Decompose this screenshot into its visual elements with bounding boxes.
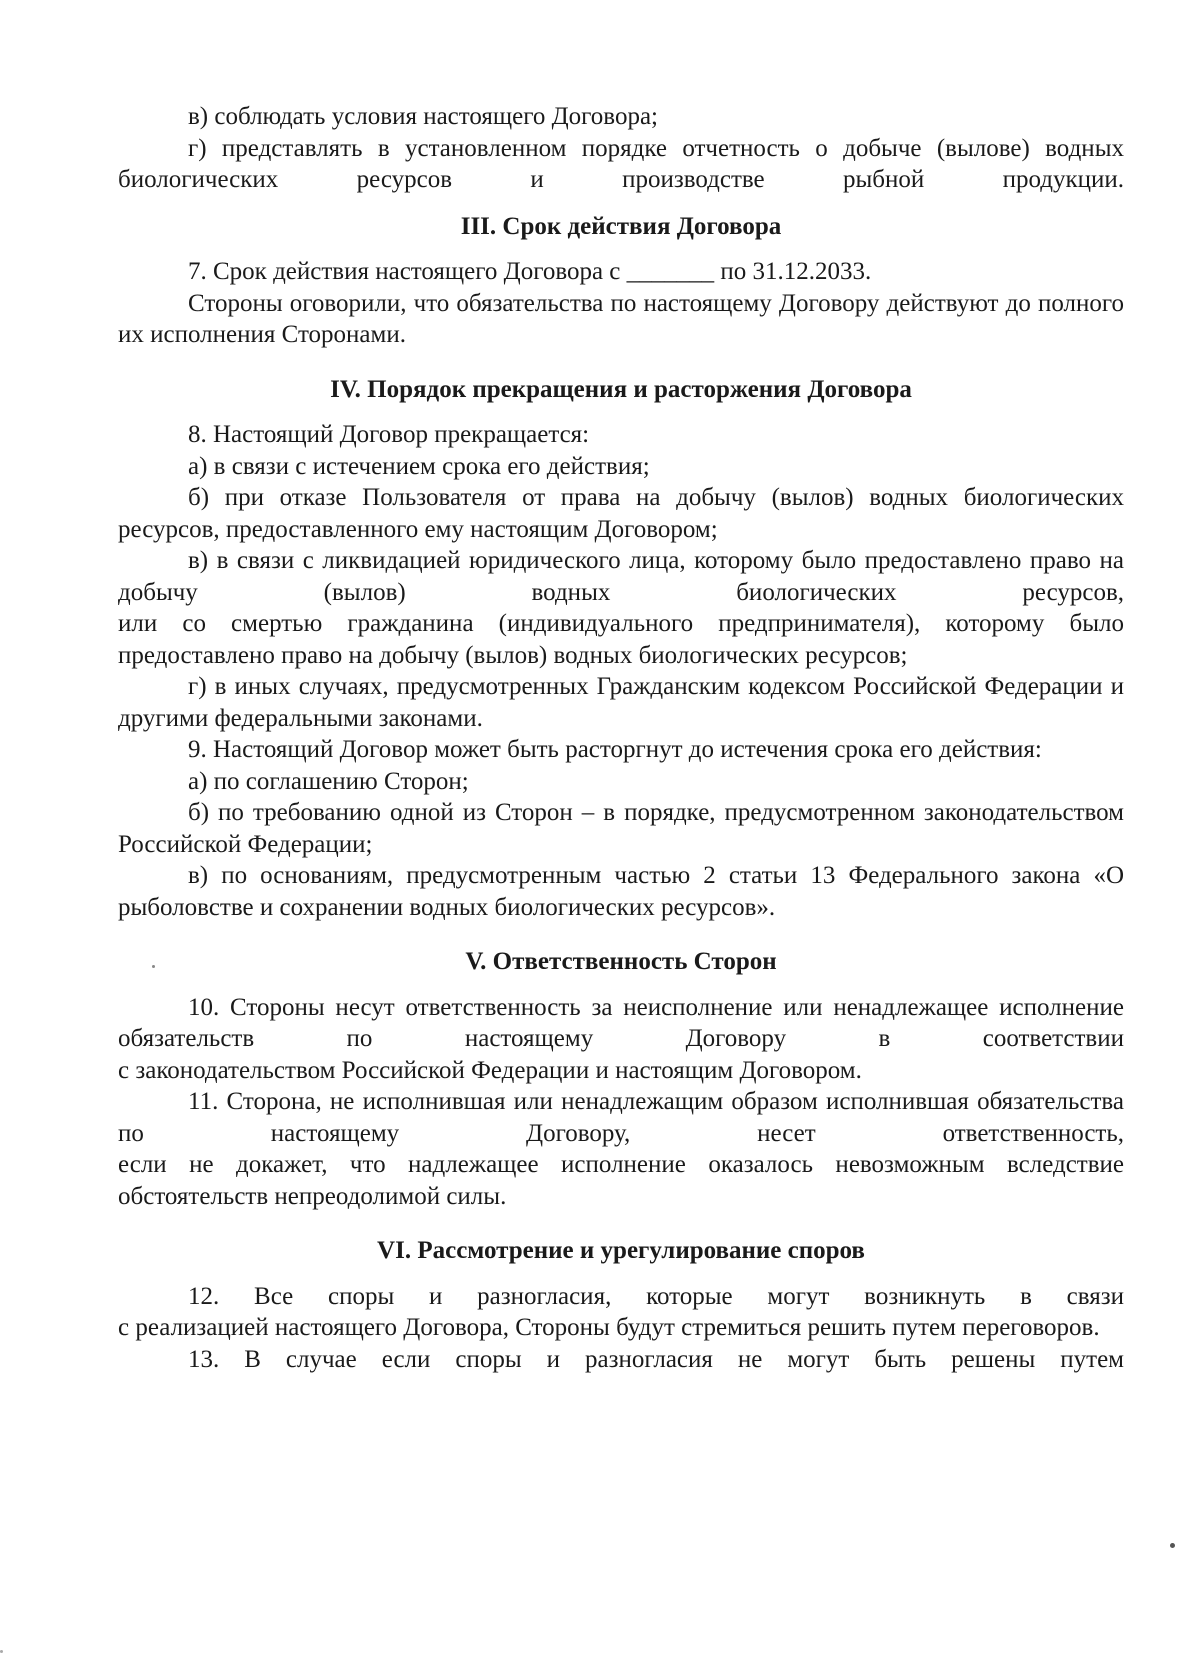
paragraph-clause-11-part2: если не докажет, что надлежащее исполнение оказалось невозможным вследствие обстоятельств непреодолимой силы. [118,1151,1124,1210]
paragraph-clause-10-part1: 10. Стороны несут ответственность за неисполнение или ненадлежащее исполнение обязательств по настоящему Договору в соответствии [118,993,1124,1052]
paragraph-clause-9: 9. Настоящий Договор может быть расторгнут до истечения срока его действия: [188,736,1042,763]
section-heading-3: III. Срок действия Договора [460,212,782,240]
paragraph-item-v: в) соблюдать условия настоящего Договора; [188,103,658,130]
section-heading-6: VI. Рассмотрение и урегулирование споров [377,1237,865,1264]
paragraph-item-a: а) в связи с истечением срока его действия; [188,452,650,480]
section-heading-4: IV. Порядок прекращения и расторжения Договора [330,375,912,403]
paragraph-item-v-part2: или со смертью гражданина (индивидуального предпринимателя), которому было предоставлено право на добычу (вылов) водных биологических ресурсов; [118,610,1124,669]
paragraph-item-b-demand: б) по требованию одной из Сторон – в порядке, предусмотренном законодательством Российской Федерации; [118,799,1124,858]
paragraph-clause-7: 7. Срок действия настоящего Договора с _______ по 31.12.2033. [188,258,872,285]
paragraph-item-v-part1: в) в связи с ликвидацией юридического лица, которому было предоставлено право на добычу (вылов) водных биологических ресурсов, [118,547,1124,606]
paragraph-clause-13: 13. В случае если споры и разногласия не могут быть решены путем [188,1345,1124,1373]
paragraph-clause-12-part1: 12. Все споры и разногласия, которые могут возникнуть в связи [188,1282,1124,1310]
paragraph-item-b: б) при отказе Пользователя от права на добычу (вылов) водных биологических ресурсов, предоставленного ему настоящим Договором; [118,484,1124,543]
scan-speck [1170,1543,1175,1548]
paragraph-clause-12-part2: с реализацией настоящего Договора, Стороны будут стремиться решить путем переговоров. [118,1314,1100,1341]
section-heading-5: V. Ответственность Сторон [465,948,777,975]
paragraph-item-g: г) представлять в установленном порядке отчетность о добыче (вылове) водных биологических ресурсов и производстве рыбной продукции. [118,134,1124,193]
paragraph-clause-10-part2: с законодательством Российской Федерации и настоящим Договором. [118,1056,862,1084]
paragraph-item-v-grounds: в) по основаниям, предусмотренным частью 2 статьи 13 Федерального закона «О рыболовстве и сохранении водных биологических ресурсов». [118,862,1124,921]
paragraph-item-a-agreement: а) по соглашению Сторон; [188,767,469,795]
scan-speck [152,965,155,968]
paragraph-clause-8: 8. Настоящий Договор прекращается: [188,421,590,448]
document-page [118,101,1124,1375]
paragraph-clause-11-part1: 11. Сторона, не исполнившая или ненадлежащим образом исполнившая обязательства по настоящему Договору, несет ответственность, [118,1088,1124,1147]
scan-speck [0,1650,3,1653]
paragraph-item-g-other: г) в иных случаях, предусмотренных Гражданским кодексом Российской Федерации и другими федеральными законами. [118,673,1124,732]
paragraph-obligations: Стороны оговорили, что обязательства по настоящему Договору действуют до полного их исполнения Сторонами. [118,289,1124,348]
